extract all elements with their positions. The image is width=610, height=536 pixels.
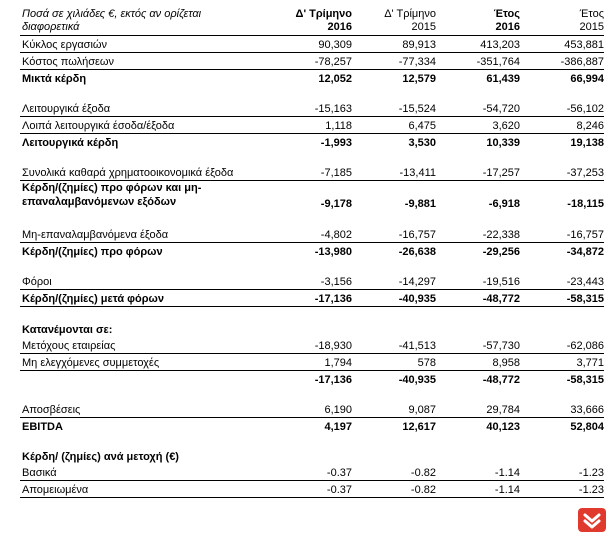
cell-year-2015: -34,872 bbox=[566, 246, 604, 258]
cell-year-2015: 8,246 bbox=[520, 117, 604, 134]
cell-year-2016: -1.14 bbox=[436, 481, 520, 498]
cell-q4-2016: 6,190 bbox=[270, 401, 352, 418]
row-label: Φόροι bbox=[20, 273, 270, 290]
row-label: Λειτουργικά κέρδη bbox=[22, 137, 119, 149]
cell-q4-2015: -14,297 bbox=[352, 273, 436, 290]
row-attributable-total bbox=[20, 371, 604, 388]
row-taxes bbox=[20, 273, 604, 290]
row-label: Μετόχους εταιρείας bbox=[20, 337, 270, 354]
cell-q4-2015: -40,935 bbox=[352, 290, 436, 307]
cell-year-2015: -18,115 bbox=[567, 198, 604, 210]
cell-year-2016: -57,730 bbox=[436, 337, 520, 354]
cell-year-2016: -6,918 bbox=[488, 198, 520, 210]
cell-q4-2016: -17,136 bbox=[314, 374, 352, 386]
row-operating-expenses bbox=[20, 100, 604, 117]
spacer-row bbox=[20, 212, 604, 226]
cell-year-2015: -58,315 bbox=[566, 374, 604, 386]
row-label: Απομειωμένα bbox=[20, 481, 270, 498]
row-nonrecurring bbox=[20, 226, 604, 243]
cell-q4-2015: -40,935 bbox=[398, 374, 436, 386]
cell-year-2015: 52,804 bbox=[570, 421, 604, 433]
cell-q4-2016: 1,794 bbox=[270, 354, 352, 371]
cell-q4-2016: 4,197 bbox=[324, 421, 352, 433]
cell-q4-2016: -78,257 bbox=[270, 53, 352, 70]
cell-q4-2016: -3,156 bbox=[270, 273, 352, 290]
row-ebitda bbox=[20, 418, 604, 435]
cell-year-2016: -29,256 bbox=[482, 246, 520, 258]
cell-year-2015: 453,881 bbox=[520, 36, 604, 53]
row-label: Κέρδη/(ζημίες) προ φόρων και μη- επαναλαμβανόμενων εξόδων bbox=[22, 182, 202, 208]
cell-year-2016: 3,620 bbox=[436, 117, 520, 134]
cell-year-2016: 29,784 bbox=[436, 401, 520, 418]
cell-year-2016: -54,720 bbox=[436, 100, 520, 117]
spacer-row bbox=[20, 86, 604, 100]
cell-year-2015: 66,994 bbox=[570, 73, 604, 85]
cell-q4-2016: -9,178 bbox=[320, 198, 352, 210]
cell-q4-2016: -1,993 bbox=[320, 137, 352, 149]
cell-year-2015: 33,666 bbox=[520, 401, 604, 418]
cell-year-2015: 19,138 bbox=[570, 137, 604, 149]
row-label: Λοιπά λειτουργικά έσοδα/έξοδα bbox=[20, 117, 270, 134]
cell-year-2016: -17,257 bbox=[436, 164, 520, 181]
cell-year-2016: -1.14 bbox=[436, 464, 520, 481]
cell-year-2016: -351,764 bbox=[436, 53, 520, 70]
cell-q4-2016: 1,118 bbox=[270, 117, 352, 134]
cell-year-2016: 10,339 bbox=[486, 137, 520, 149]
cell-q4-2015: -15,524 bbox=[352, 100, 436, 117]
cell-q4-2016: -15,163 bbox=[270, 100, 352, 117]
spacer-row bbox=[20, 307, 604, 322]
header-year-2016: Έτος 2016 bbox=[436, 3, 520, 36]
row-label: Κύκλος εργασιών bbox=[20, 36, 270, 53]
cell-q4-2015: 578 bbox=[352, 354, 436, 371]
spacer-row bbox=[20, 150, 604, 164]
cell-q4-2015: 12,579 bbox=[402, 73, 436, 85]
cell-q4-2016: 90,309 bbox=[270, 36, 352, 53]
cell-q4-2016: -4,802 bbox=[270, 226, 352, 243]
cell-year-2015: 3,771 bbox=[520, 354, 604, 371]
cell-q4-2016: 12,052 bbox=[318, 73, 352, 85]
table-header-row bbox=[20, 3, 604, 36]
row-label bbox=[20, 371, 270, 388]
row-gross-profit bbox=[20, 70, 604, 87]
row-pat bbox=[20, 290, 604, 307]
row-other-operating bbox=[20, 117, 604, 134]
row-label: Κέρδη/(ζημίες) μετά φόρων bbox=[20, 290, 270, 307]
cell-year-2016: -48,772 bbox=[436, 290, 520, 307]
cell-q4-2015: 3,530 bbox=[408, 137, 436, 149]
row-label: EBITDA bbox=[22, 421, 63, 433]
cell-year-2016: 8,958 bbox=[436, 354, 520, 371]
cell-q4-2015: 12,617 bbox=[402, 421, 436, 433]
chevron-down-icon[interactable] bbox=[577, 507, 607, 533]
cell-year-2016: -48,772 bbox=[482, 374, 520, 386]
cell-q4-2016: -17,136 bbox=[270, 290, 352, 307]
row-label: Κόστος πωλήσεων bbox=[20, 53, 270, 70]
spacer-row bbox=[20, 259, 604, 273]
row-pbt-before-nonrecurring bbox=[20, 181, 604, 213]
row-depreciation bbox=[20, 401, 604, 418]
row-eps-basic bbox=[20, 464, 604, 481]
cell-year-2015: -1.23 bbox=[520, 481, 604, 498]
cell-year-2015: -23,443 bbox=[520, 273, 604, 290]
cell-year-2016: 413,203 bbox=[436, 36, 520, 53]
row-label: Μη ελεγχόμενες συμμετοχές bbox=[20, 354, 270, 371]
row-eps-heading bbox=[20, 448, 604, 464]
cell-year-2016: 40,123 bbox=[486, 421, 520, 433]
header-label: Ποσά σε χιλιάδες €, εκτός αν ορίζεται διαφορετικά bbox=[20, 3, 270, 36]
cell-q4-2015: 6,475 bbox=[352, 117, 436, 134]
row-revenue bbox=[20, 36, 604, 53]
cell-q4-2015: -41,513 bbox=[352, 337, 436, 354]
cell-q4-2015: -9,881 bbox=[404, 198, 436, 210]
cell-year-2015: -1.23 bbox=[520, 464, 604, 481]
cell-q4-2016: -7,185 bbox=[270, 164, 352, 181]
cell-year-2015: -16,757 bbox=[520, 226, 604, 243]
row-label: Βασικά bbox=[20, 464, 270, 481]
row-pbt bbox=[20, 243, 604, 260]
row-net-financial bbox=[20, 164, 604, 181]
cell-year-2016: -19,516 bbox=[436, 273, 520, 290]
cell-year-2015: -58,315 bbox=[520, 290, 604, 307]
row-shareholders bbox=[20, 337, 604, 354]
row-label: Συνολικά καθαρά χρηματοοικονομικά έξοδα bbox=[20, 164, 270, 181]
row-label: Κέρδη/(ζημίες) προ φόρων bbox=[22, 246, 163, 258]
cell-q4-2016: -0.37 bbox=[270, 481, 352, 498]
section-heading: Κέρδη/ (ζημίες) ανά μετοχή (€) bbox=[22, 451, 179, 463]
cell-q4-2015: -16,757 bbox=[352, 226, 436, 243]
cell-q4-2015: -13,411 bbox=[352, 164, 436, 181]
cell-year-2015: -62,086 bbox=[520, 337, 604, 354]
cell-q4-2015: -0.82 bbox=[352, 464, 436, 481]
cell-year-2015: -386,887 bbox=[520, 53, 604, 70]
row-label: Αποσβέσεις bbox=[20, 401, 270, 418]
row-eps-diluted bbox=[20, 481, 604, 498]
cell-year-2016: 61,439 bbox=[486, 73, 520, 85]
cell-q4-2016: -13,980 bbox=[314, 246, 352, 258]
section-heading: Κατανέμονται σε: bbox=[22, 324, 113, 336]
cell-q4-2015: -0.82 bbox=[352, 481, 436, 498]
row-attributable-heading bbox=[20, 321, 604, 337]
header-year-2015: Έτος 2015 bbox=[520, 3, 604, 36]
cell-year-2015: -37,253 bbox=[520, 164, 604, 181]
row-label: Μη-επαναλαμβανόμενα έξοδα bbox=[20, 226, 270, 243]
row-minority bbox=[20, 354, 604, 371]
row-cost-of-sales bbox=[20, 53, 604, 70]
cell-q4-2015: 89,913 bbox=[352, 36, 436, 53]
spacer-row bbox=[20, 387, 604, 401]
cell-year-2015: -56,102 bbox=[520, 100, 604, 117]
cell-q4-2016: -0.37 bbox=[270, 464, 352, 481]
spacer-row bbox=[20, 434, 604, 448]
cell-q4-2016: -18,930 bbox=[270, 337, 352, 354]
cell-q4-2015: 9,087 bbox=[352, 401, 436, 418]
row-label: Μικτά κέρδη bbox=[22, 73, 87, 85]
cell-year-2016: -22,338 bbox=[436, 226, 520, 243]
row-operating-profit bbox=[20, 134, 604, 151]
cell-q4-2015: -77,334 bbox=[352, 53, 436, 70]
header-q4-2015: Δ' Τρίμηνο 2015 bbox=[352, 3, 436, 36]
row-label: Λειτουργικά έξοδα bbox=[20, 100, 270, 117]
financial-results-table bbox=[20, 3, 604, 498]
header-q4-2016: Δ' Τρίμηνο 2016 bbox=[270, 3, 352, 36]
cell-q4-2015: -26,638 bbox=[398, 246, 436, 258]
